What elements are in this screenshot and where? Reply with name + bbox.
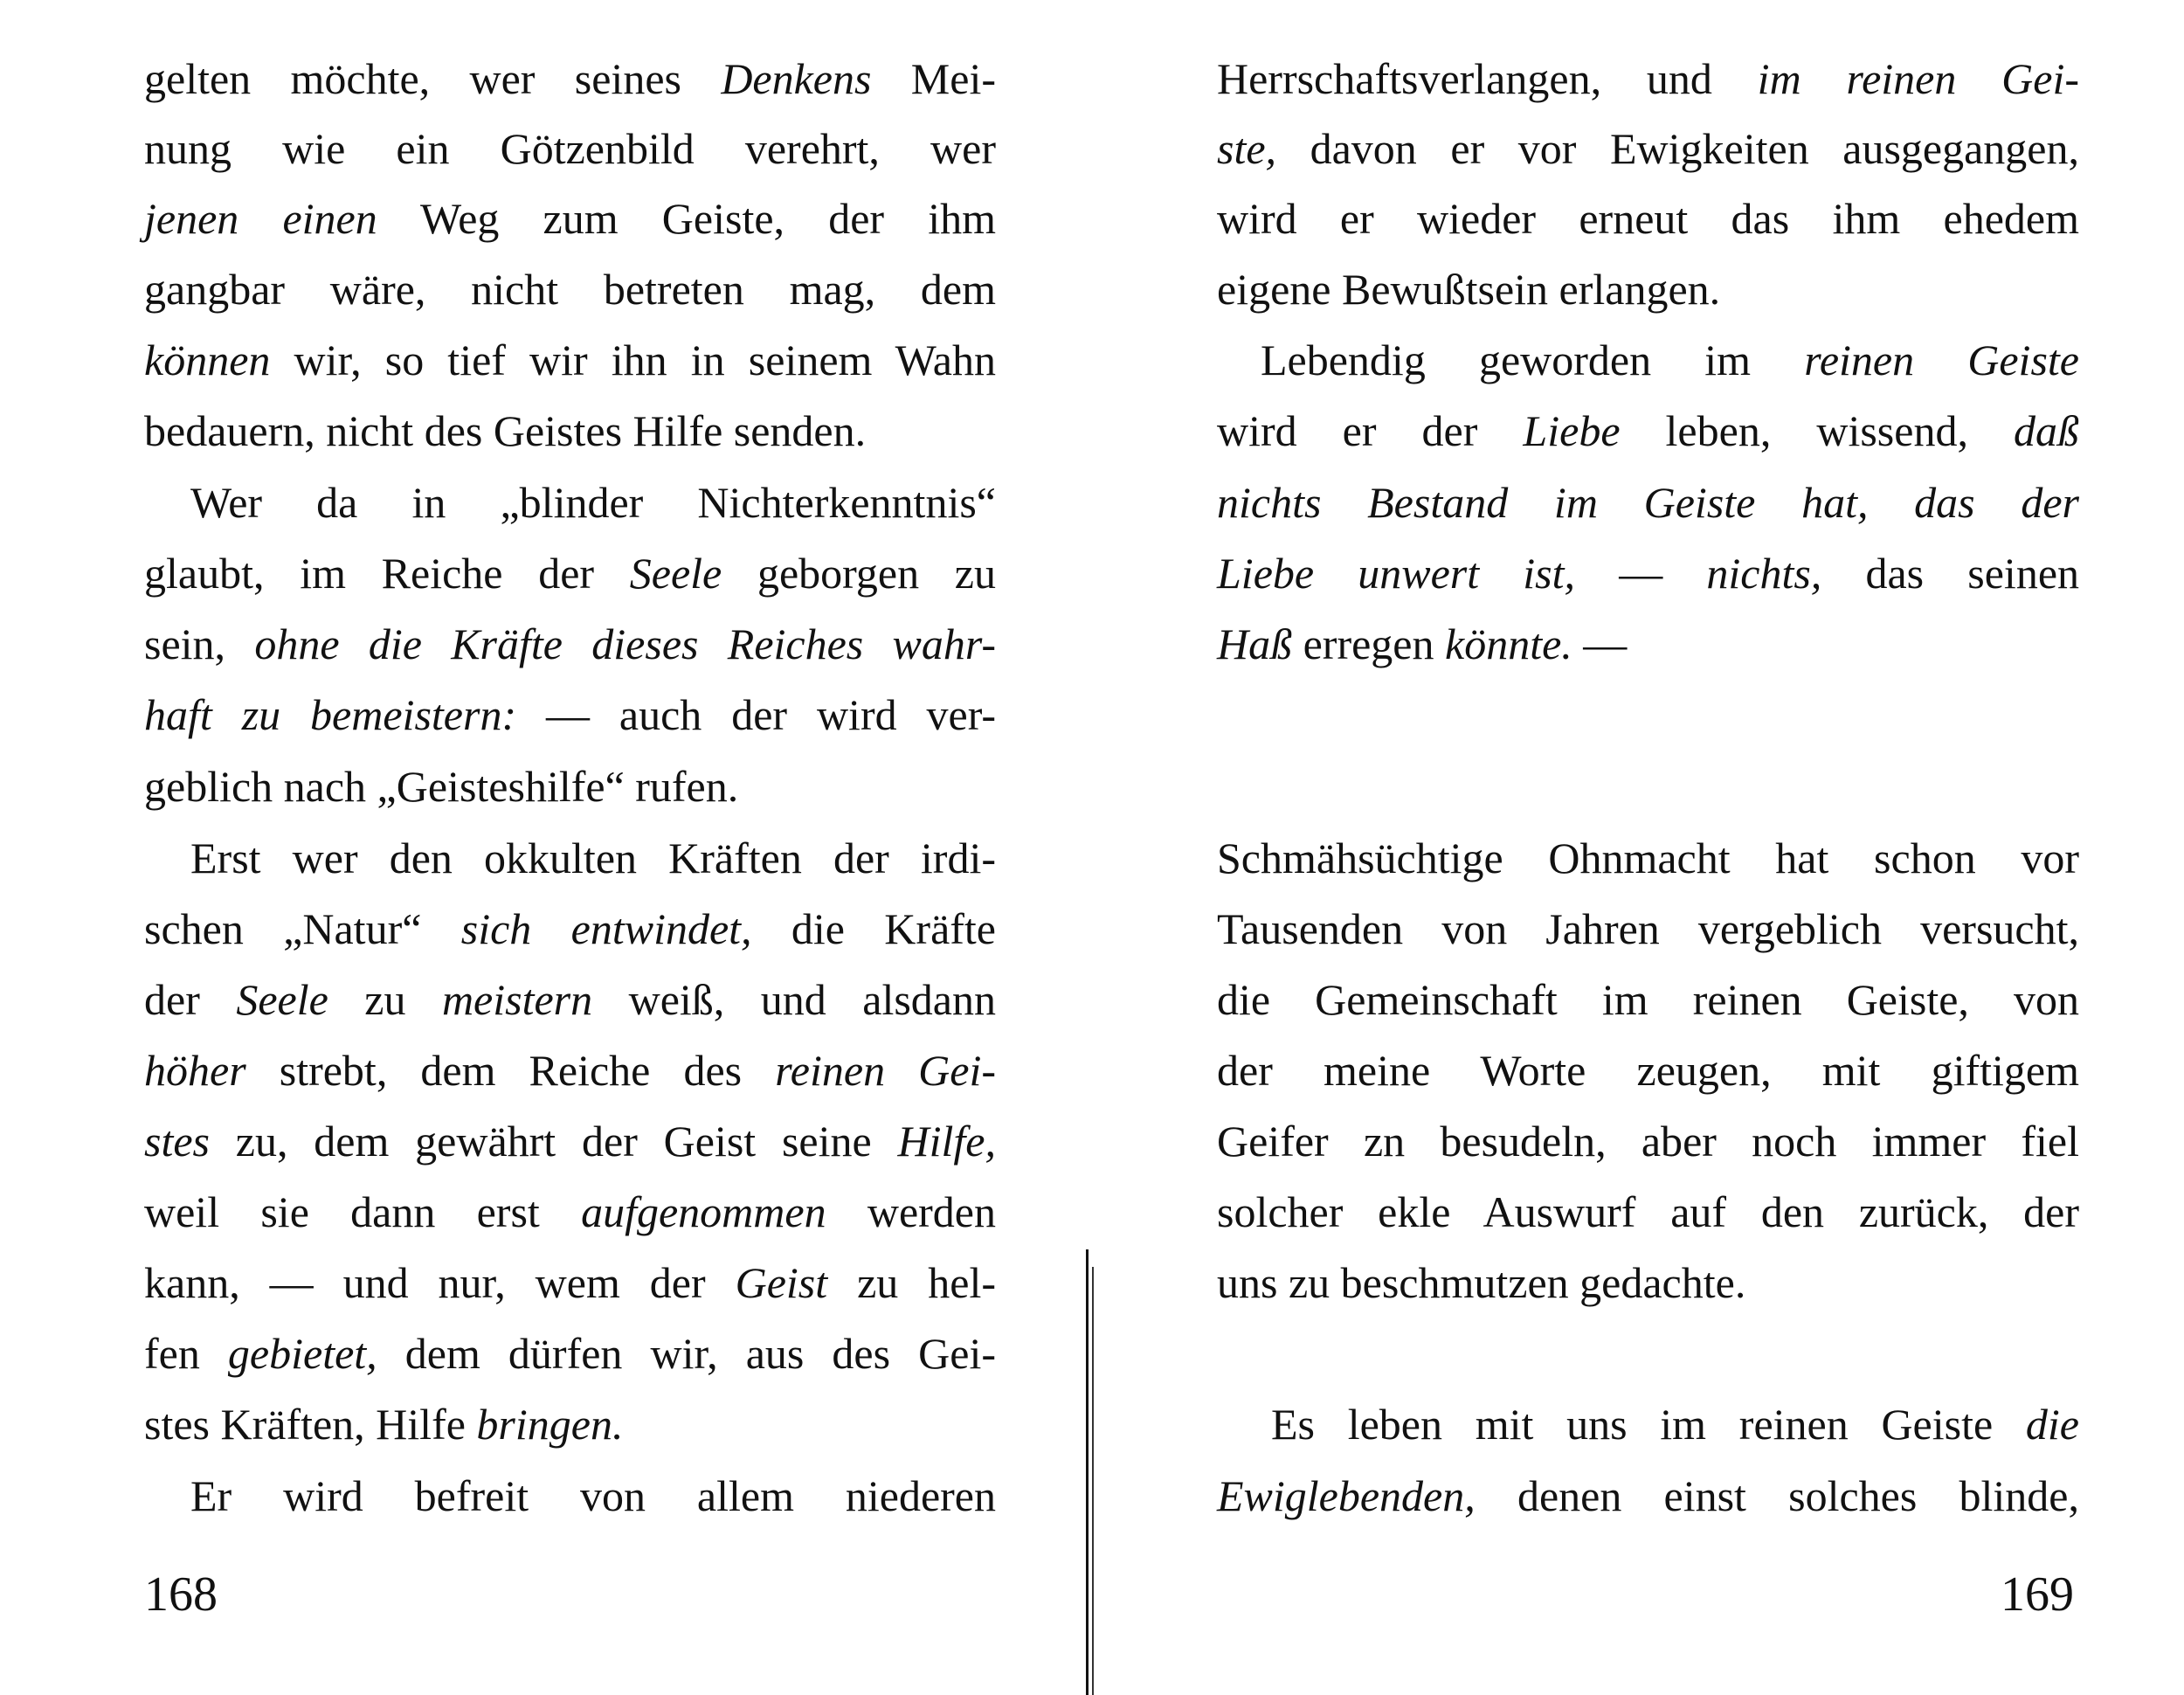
- italic-text: reinen Geiste: [1804, 336, 2079, 384]
- text-line: [1217, 1115, 2079, 1167]
- text-run: zu: [328, 975, 442, 1024]
- text-run: stes Kräften, Hilfe: [144, 1400, 477, 1449]
- text-run: glaubt, im Reiche der: [144, 549, 630, 598]
- text-line: [144, 52, 996, 105]
- text-run: denen einst solches blinde,: [1475, 1471, 2079, 1520]
- text-run: Er wird befreit von allem niederen: [190, 1471, 996, 1520]
- text-run: geblich nach „Geisteshilfe“ rufen.: [144, 762, 739, 811]
- text-line: [144, 1256, 996, 1309]
- italic-text: höher: [144, 1046, 246, 1095]
- text-line: [144, 1115, 996, 1167]
- text-run: geborgen zu: [722, 549, 997, 598]
- text-run: schen „Natur“: [144, 904, 461, 953]
- italic-text: sich entwindet,: [460, 904, 752, 953]
- text-run: solcher ekle Auswurf auf den zurück, der: [1217, 1187, 2079, 1236]
- text-line: [1217, 192, 2079, 245]
- italic-text: daß: [2014, 406, 2079, 455]
- text-run: uns zu beschmutzen gedachte.: [1217, 1258, 1746, 1307]
- text-run: bedauern, nicht des Geistes Hilfe senden.: [144, 406, 867, 455]
- text-line: [1217, 1186, 2079, 1238]
- text-run: Tausenden von Jahren vergeblich versucht,: [1217, 904, 2079, 953]
- text-line: [144, 1186, 996, 1238]
- text-run: das seinen: [1821, 549, 2080, 598]
- text-line: [1217, 476, 2079, 529]
- text-run: weil sie dann erst: [144, 1187, 582, 1236]
- text-line: [144, 334, 996, 386]
- italic-text: Ewiglebenden,: [1217, 1471, 1476, 1520]
- text-run: Geifer zn besudeln, aber noch immer fiel: [1217, 1117, 2079, 1166]
- text-run: Herrschaftsverlangen, und: [1217, 54, 1758, 103]
- text-run: — auch der wird ver-: [516, 690, 996, 739]
- text-line: [144, 122, 996, 175]
- text-run: werden: [826, 1187, 996, 1236]
- text-line: [144, 192, 996, 245]
- text-run: nung wie ein Götzenbild verehrt, wer: [144, 124, 996, 173]
- text-line: [190, 832, 996, 884]
- text-line: [1217, 122, 2079, 175]
- italic-text: Seele: [236, 975, 328, 1024]
- text-run: Wer da in „blinder Nichterkenntnis“: [190, 478, 996, 527]
- text-line: [1217, 1470, 2079, 1522]
- text-run: leben, wissend,: [1620, 406, 2014, 455]
- text-run: weiß, und alsdann: [592, 975, 996, 1024]
- text-line: [1217, 1044, 2079, 1097]
- text-line: [1217, 903, 2079, 955]
- italic-text: Seele: [629, 549, 722, 598]
- gutter-rule: [1092, 1267, 1094, 1695]
- text-line: [1217, 547, 2079, 599]
- text-line: [144, 903, 996, 955]
- text-run: Erst wer den okkulten Kräften der irdi-: [190, 834, 996, 882]
- text-line: [1261, 334, 2079, 386]
- gutter-rule: [1086, 1249, 1089, 1695]
- text-run: Lebendig geworden im: [1261, 336, 1805, 384]
- text-line: [190, 476, 996, 529]
- text-run: erregen: [1292, 619, 1445, 668]
- text-run: kann, — und nur, wem der: [144, 1258, 736, 1307]
- text-line: [144, 1398, 996, 1450]
- page-number-right: 169: [2001, 1567, 2074, 1622]
- text-run: gangbar wäre, nicht betreten mag, dem: [144, 265, 996, 314]
- text-line: [144, 547, 996, 599]
- text-run: wird er der: [1217, 406, 1524, 455]
- text-line: [190, 1470, 996, 1522]
- text-line: [144, 263, 996, 315]
- italic-text: bringen.: [476, 1400, 624, 1449]
- book-gutter: [1079, 1249, 1105, 1695]
- text-line: [144, 405, 996, 457]
- text-line: [144, 973, 996, 1026]
- italic-text: jenen einen: [144, 194, 377, 243]
- italic-text: reinen Gei-: [775, 1046, 996, 1095]
- text-run: dem dürfen wir, aus des Gei-: [377, 1329, 996, 1378]
- text-line: [144, 1327, 996, 1380]
- text-line: [144, 1044, 996, 1097]
- italic-text: stes: [144, 1117, 210, 1166]
- text-run: wird er wieder erneut das ihm ehedem: [1217, 194, 2079, 243]
- text-line: [1271, 1398, 2079, 1450]
- italic-text: die: [2025, 1400, 2079, 1449]
- text-run: Mei-: [871, 54, 996, 103]
- italic-text: können: [144, 336, 271, 384]
- text-line: [1217, 1256, 2079, 1309]
- text-line: [1217, 52, 2079, 105]
- text-run: davon er vor Ewigkeiten ausgegangen,: [1276, 124, 2079, 173]
- italic-text: Haß: [1217, 619, 1293, 668]
- text-run: sein,: [144, 619, 255, 668]
- italic-text: Liebe: [1523, 406, 1621, 455]
- italic-text: meistern: [441, 975, 593, 1024]
- text-line: [144, 760, 996, 813]
- text-line: [1217, 832, 2079, 884]
- italic-text: gebietet,: [227, 1329, 377, 1378]
- italic-text: Geist: [735, 1258, 828, 1307]
- text-run: der meine Worte zeugen, mit giftigem: [1217, 1046, 2079, 1095]
- italic-text: ohne die Kräfte dieses Reiches wahr-: [254, 619, 996, 668]
- text-run: wir, so tief wir ihn in seinem Wahn: [270, 336, 996, 384]
- text-run: eigene Bewußtsein erlangen.: [1217, 265, 1721, 314]
- text-line: [1217, 263, 2079, 315]
- italic-text: nichts Bestand im Geiste hat, das der: [1217, 478, 2079, 527]
- text-run: Weg zum Geiste, der ihm: [377, 194, 997, 243]
- italic-text: im reinen Gei-: [1757, 54, 2079, 103]
- text-run: zu hel-: [827, 1258, 996, 1307]
- text-run: fen: [144, 1329, 228, 1378]
- text-run: der: [144, 975, 237, 1024]
- italic-text: aufgenommen: [581, 1187, 826, 1236]
- italic-text: Denkens: [721, 54, 872, 103]
- page-number-left: 168: [144, 1567, 218, 1622]
- text-run: die Kräfte: [751, 904, 996, 953]
- text-run: —: [1572, 619, 1628, 668]
- italic-text: könnte.: [1445, 619, 1572, 668]
- text-run: die Gemeinschaft im reinen Geiste, von: [1217, 975, 2079, 1024]
- text-run: strebt, dem Reiche des: [245, 1046, 776, 1095]
- italic-text: ste,: [1217, 124, 1277, 173]
- text-line: [144, 688, 996, 741]
- text-line: [1217, 973, 2079, 1026]
- text-line: [1217, 618, 2079, 670]
- italic-text: nichts,: [1706, 549, 1822, 598]
- italic-text: haft zu bemeistern:: [144, 690, 517, 739]
- text-run: Schmähsüchtige Ohnmacht hat schon vor: [1217, 834, 2079, 882]
- text-run: gelten möchte, wer seines: [144, 54, 722, 103]
- text-run: Es leben mit uns im reinen Geiste: [1271, 1400, 2026, 1449]
- italic-text: Liebe unwert ist,: [1217, 549, 1576, 598]
- text-line: [144, 618, 996, 670]
- text-line: [1217, 405, 2079, 457]
- text-run: zu, dem gewährt der Geist seine: [210, 1117, 898, 1166]
- italic-text: Hilfe,: [897, 1117, 996, 1166]
- text-run: —: [1575, 549, 1707, 598]
